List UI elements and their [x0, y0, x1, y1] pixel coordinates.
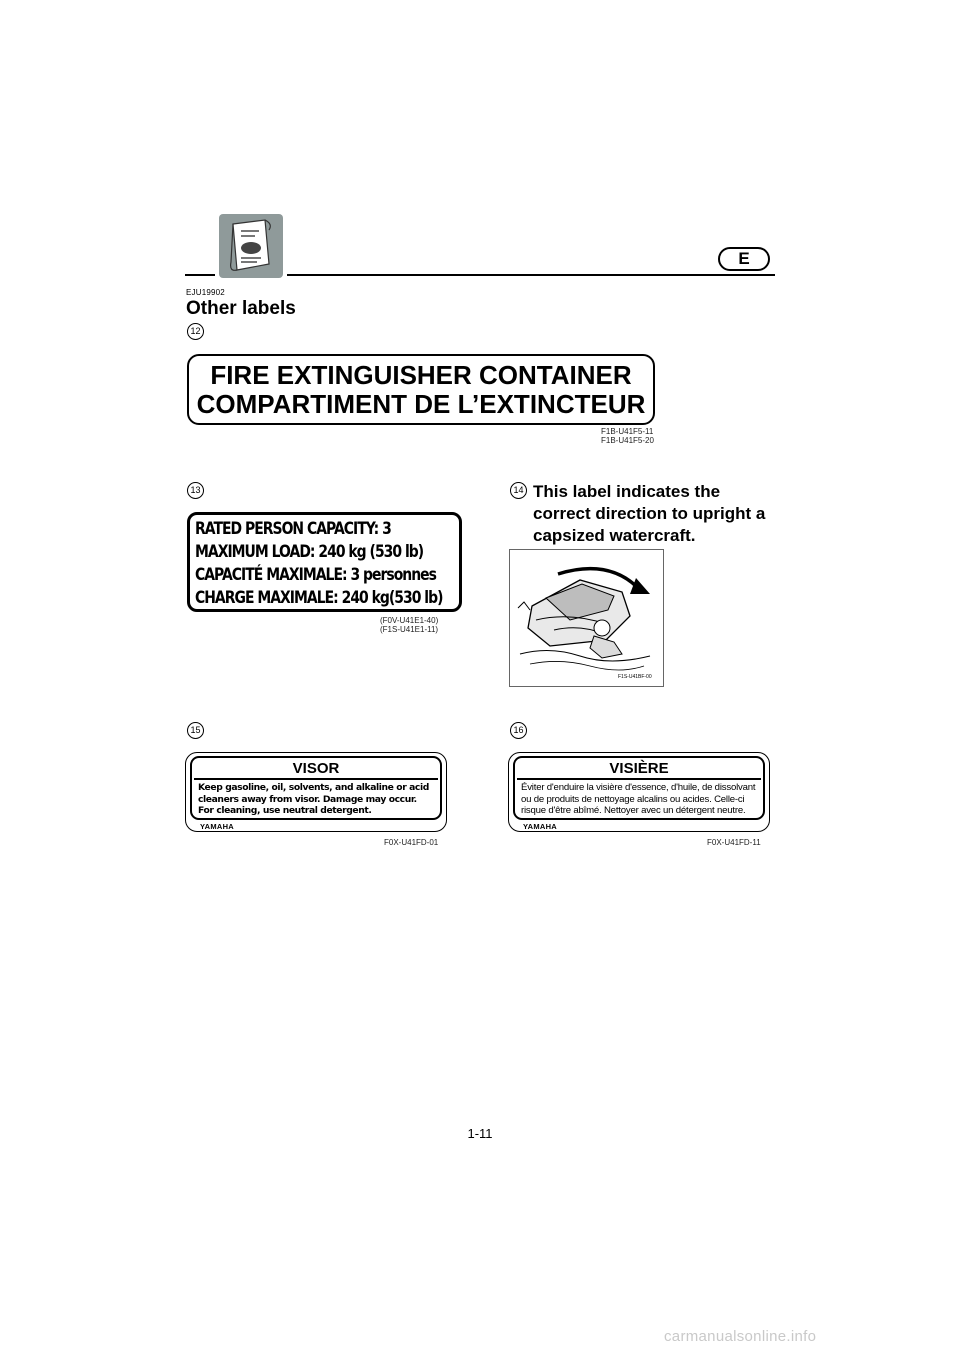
fire-label-line-2: COMPARTIMENT DE L’EXTINCTEUR [196, 389, 646, 419]
capacity-line-2: MAXIMUM LOAD: 240 kg (530 lb) [195, 542, 424, 562]
capacity-line-1: RATED PERSON CAPACITY: 3 [195, 519, 391, 539]
capacity-label [187, 512, 462, 612]
visor-brand-en: YAMAHA [200, 822, 235, 831]
item-number-12: 12 [187, 323, 204, 340]
item-number-13: 13 [187, 482, 204, 499]
item-number-16: 16 [510, 722, 527, 739]
capacity-code-2: (F1S-U41E1-11) [380, 625, 439, 634]
capsized-watercraft-illustration [509, 549, 664, 687]
section-title: Other labels [186, 298, 296, 319]
item-number-15: 15 [187, 722, 204, 739]
capacity-label-codes [380, 616, 438, 634]
visor-body-en: Keep gasoline, oil, solvents, and alkaline or acid cleaners away from visor. Damage may occur. For cleaning, use neutral detergent. [198, 782, 429, 816]
visor-code-fr: F0X-U41FD-11 [707, 838, 761, 847]
section-code: EJU19902 [186, 288, 225, 297]
language-badge: E [718, 247, 770, 271]
visor-label-en [185, 752, 447, 832]
fire-label-code-2: F1B-U41F5-20 [601, 436, 654, 445]
item-number-14: 14 [510, 482, 527, 499]
visor-title-fr: VISIÈRE [609, 760, 669, 777]
manual-book-icon [219, 214, 283, 278]
fire-label-code-1: F1B-U41F5-11 [601, 427, 654, 436]
visor-brand-fr: YAMAHA [523, 822, 558, 831]
fire-label-line-1: FIRE EXTINGUISHER CONTAINER [210, 360, 632, 390]
fire-extinguisher-label [187, 354, 655, 425]
page-number: 1-11 [467, 1126, 493, 1141]
fire-label-codes [601, 427, 654, 445]
capsized-watercraft-icon [510, 550, 663, 686]
capacity-line-4: CHARGE MAXIMALE: 240 kg(530 lb) [195, 588, 443, 608]
header-rule-right [287, 274, 775, 276]
visor-label-fr [508, 752, 770, 832]
header-rule-left [185, 274, 215, 276]
watermark: carmanualsonline.info [664, 1328, 817, 1345]
upright-figure-code: F1S-U41BF-00 [618, 674, 652, 680]
visor-body-fr: Éviter d'enduire la visière d'essence, d'huile, de dissolvant ou de produits de nettoyage alcalins ou acides. Celle-ci risque d'être abîmé. Nettoyer avec un détergent neutre. [521, 782, 756, 816]
visor-label-fr-inner [513, 756, 765, 820]
upright-description: This label indicates the correct direction to upright a capsized watercraft. [533, 482, 766, 545]
visor-rule-en [194, 778, 438, 780]
capacity-code-1: (F0V-U41E1-40) [380, 616, 439, 625]
visor-rule-fr [517, 778, 761, 780]
visor-title-en: VISOR [292, 760, 340, 777]
visor-code-en: F0X-U41FD-01 [384, 838, 439, 847]
capacity-line-3: CAPACITÉ MAXIMALE: 3 personnes [195, 565, 436, 585]
visor-label-en-inner [190, 756, 442, 820]
